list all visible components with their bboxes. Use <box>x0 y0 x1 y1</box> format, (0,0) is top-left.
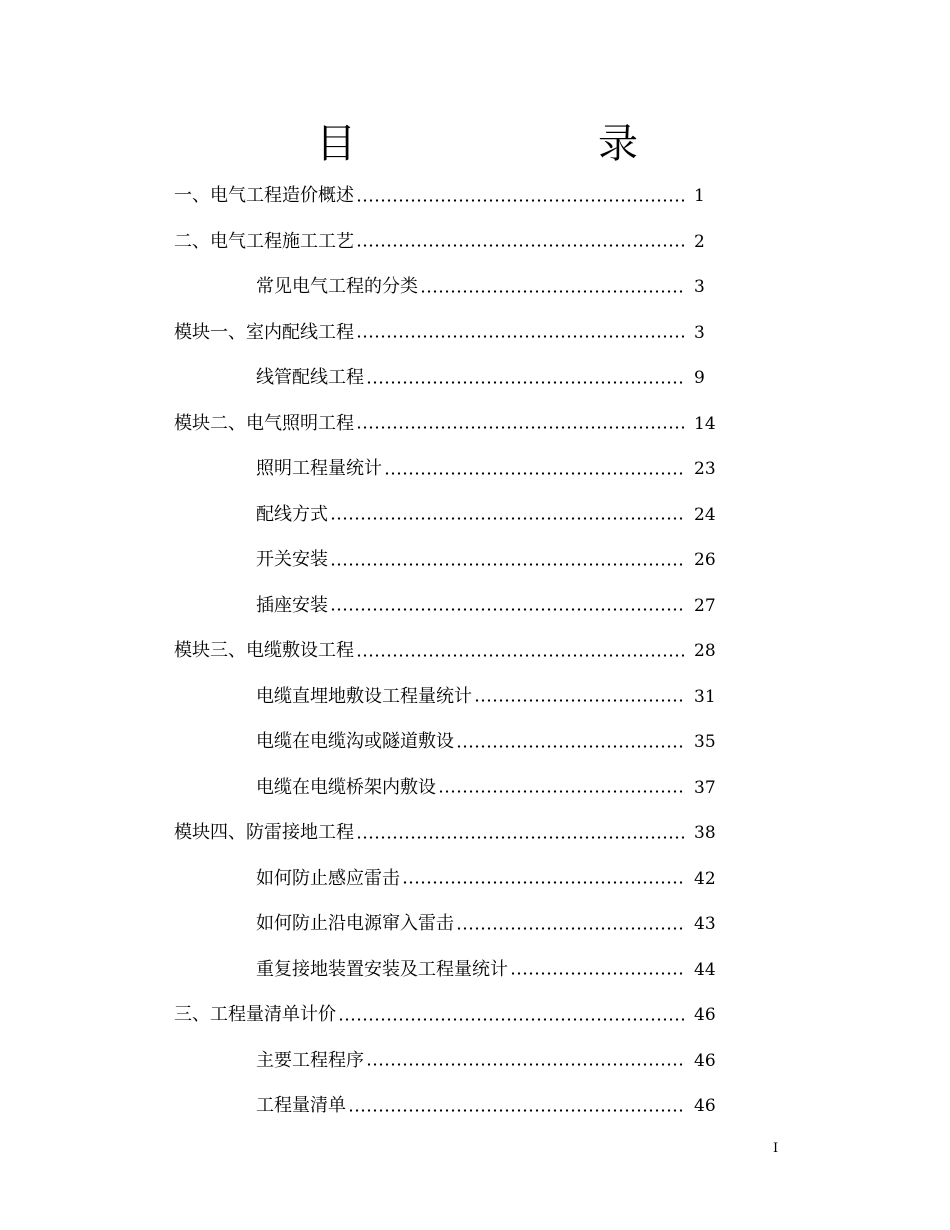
toc-dot-leader <box>356 654 684 657</box>
toc-entry-label: 模块二、电气照明工程 <box>174 412 354 434</box>
toc-entry[interactable] <box>174 222 718 262</box>
toc-entry-label: 如何防止沿电源窜入雷击 <box>256 913 454 934</box>
toc-entry-page-number: 35 <box>694 732 716 752</box>
toc-entry-page-number: 2 <box>694 231 705 252</box>
toc-entry[interactable] <box>256 768 718 808</box>
toc-entry-page-number: 42 <box>694 868 716 889</box>
toc-dot-leader <box>330 563 684 566</box>
toc-dot-leader <box>510 972 684 975</box>
toc-entry[interactable] <box>174 995 718 1035</box>
toc-entry-page-number: 3 <box>694 322 705 343</box>
toc-entry-page-number: 43 <box>694 914 716 934</box>
toc-entry[interactable] <box>256 722 718 762</box>
toc-entry-label: 一、电气工程造价概述 <box>174 185 354 206</box>
toc-dot-leader <box>456 745 684 748</box>
toc-entry-page-number: 27 <box>694 595 716 616</box>
toc-entry[interactable] <box>256 950 718 990</box>
toc-entry[interactable] <box>256 859 718 899</box>
toc-entry-label: 常见电气工程的分类 <box>256 276 418 297</box>
toc-entry-page-number: 37 <box>694 777 716 798</box>
toc-dot-leader <box>456 927 684 930</box>
toc-entry-page-number: 1 <box>694 186 705 206</box>
toc-entry-page-number: 3 <box>694 277 705 297</box>
toc-heading-char-1: 目 <box>316 121 356 167</box>
toc-dot-leader <box>438 790 684 793</box>
toc-dot-leader <box>330 517 684 520</box>
toc-entry-label: 线管配线工程 <box>256 367 364 388</box>
toc-heading <box>0 116 950 172</box>
toc-entry-label: 电缆在电缆沟或隧道敷设 <box>256 731 454 752</box>
toc-entry[interactable] <box>256 904 718 944</box>
toc-entry-label: 模块三、电缆敷设工程 <box>174 640 354 661</box>
toc-entry-page-number: 46 <box>694 1050 716 1071</box>
toc-entry[interactable] <box>256 449 718 489</box>
toc-dot-leader <box>366 381 684 384</box>
toc-entry-label: 工程量清单 <box>256 1095 346 1116</box>
toc-entry-page-number: 38 <box>694 823 716 843</box>
toc-entry[interactable] <box>174 313 718 353</box>
toc-entry-label: 模块一、室内配线工程 <box>174 321 354 343</box>
toc-entry-page-number: 26 <box>694 550 716 570</box>
toc-entry-label: 电缆在电缆桥架内敷设 <box>256 776 436 798</box>
toc-dot-leader <box>356 426 684 429</box>
toc-entry-label: 配线方式 <box>256 503 328 525</box>
toc-entry-page-number: 9 <box>694 368 705 388</box>
toc-entry[interactable] <box>256 540 718 580</box>
toc-entry[interactable] <box>256 358 718 398</box>
toc-entry-label: 照明工程量统计 <box>256 458 382 479</box>
toc-entry-label: 插座安装 <box>256 594 328 616</box>
toc-dot-leader <box>330 608 684 611</box>
toc-entry[interactable] <box>174 813 718 853</box>
toc-entry-label: 开关安装 <box>256 549 328 570</box>
toc-entry[interactable] <box>256 677 718 717</box>
toc-entry-label: 重复接地装置安装及工程量统计 <box>256 958 508 980</box>
toc-dot-leader <box>356 244 684 247</box>
toc-entry[interactable] <box>256 586 718 626</box>
toc-entry-page-number: 46 <box>694 1096 716 1116</box>
toc-entry[interactable] <box>174 404 718 444</box>
toc-entry-label: 模块四、防雷接地工程 <box>174 822 354 843</box>
toc-dot-leader <box>384 472 684 475</box>
toc-entry-label: 三、工程量清单计价 <box>174 1004 336 1025</box>
toc-entry-label: 如何防止感应雷击 <box>256 867 400 889</box>
toc-entry-page-number: 28 <box>694 641 716 661</box>
page-number: I <box>773 1141 779 1156</box>
toc-dot-leader <box>348 1109 684 1112</box>
toc-entry[interactable] <box>174 631 718 671</box>
toc-entry-page-number: 46 <box>694 1005 716 1025</box>
toc-entry-label: 二、电气工程施工工艺 <box>174 230 354 252</box>
toc-entry[interactable] <box>256 1086 718 1126</box>
toc-dot-leader <box>356 335 684 338</box>
toc-dot-leader <box>356 199 684 202</box>
toc-dot-leader <box>366 1063 684 1066</box>
toc-entry-page-number: 24 <box>694 504 716 525</box>
toc-entry-label: 主要工程程序 <box>256 1049 364 1071</box>
toc-dot-leader <box>356 836 684 839</box>
toc-entry-page-number: 44 <box>694 959 716 980</box>
toc-entry[interactable] <box>174 176 718 216</box>
toc-entry-page-number: 23 <box>694 459 716 479</box>
toc-entry[interactable] <box>256 1041 718 1081</box>
toc-entry-page-number: 14 <box>694 413 716 434</box>
toc-entry-label: 电缆直埋地敷设工程量统计 <box>256 685 472 707</box>
toc-dot-leader <box>402 881 684 884</box>
toc-entry-page-number: 31 <box>694 686 716 707</box>
toc-dot-leader <box>338 1018 684 1021</box>
toc-dot-leader <box>474 699 684 702</box>
toc-heading-char-2: 录 <box>598 121 638 167</box>
toc-dot-leader <box>420 290 684 293</box>
toc-entry[interactable] <box>256 267 718 307</box>
toc-entry[interactable] <box>256 495 718 535</box>
